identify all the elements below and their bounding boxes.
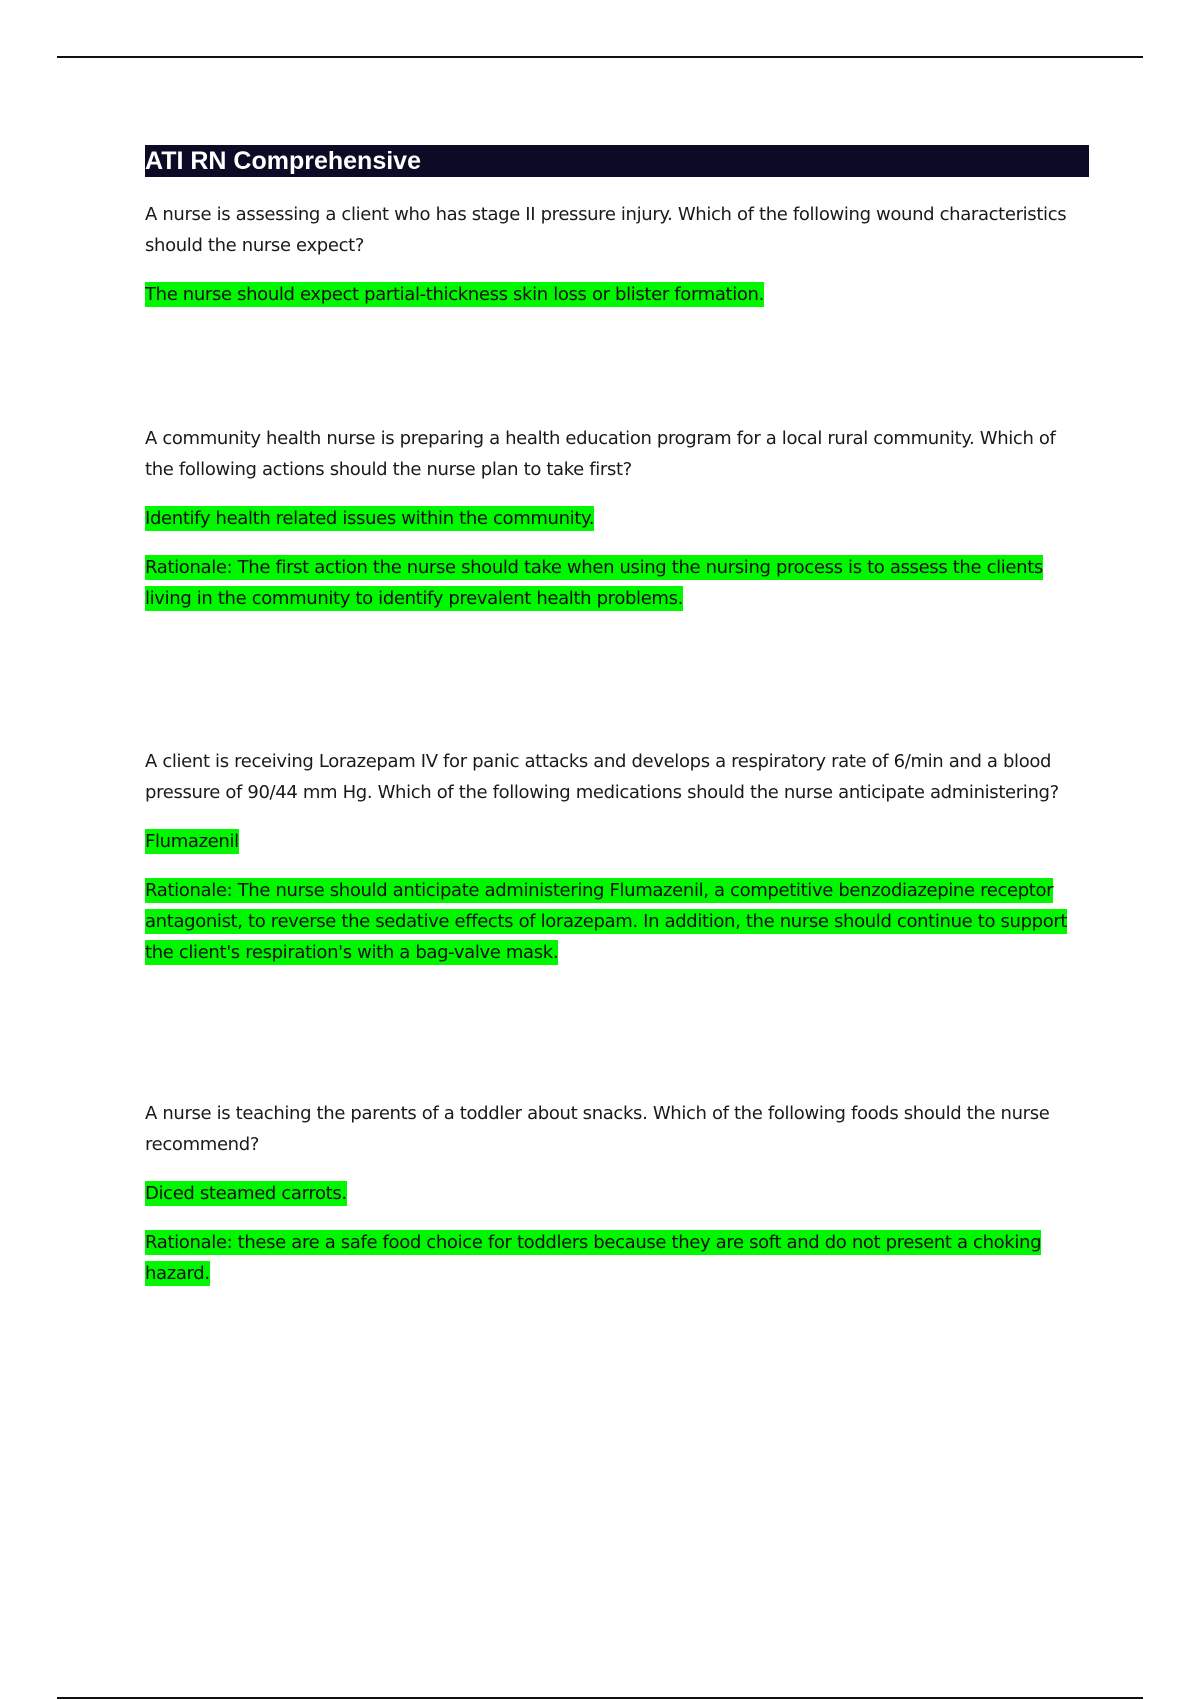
rationale-highlight: Rationale: The first action the nurse should take when using the nursing process is to assess the clients living in the community to identify prevalent health problems. bbox=[145, 557, 1043, 609]
qa-item-1 bbox=[145, 199, 1089, 310]
rationale-text bbox=[145, 875, 1089, 968]
qa-item-2 bbox=[145, 423, 1089, 614]
answer-text bbox=[145, 503, 1089, 534]
answer-highlight: Flumazenil bbox=[145, 831, 239, 852]
qa-item-3 bbox=[145, 746, 1089, 968]
bottom-rule bbox=[57, 1697, 1143, 1699]
answer-text bbox=[145, 279, 1089, 310]
top-rule bbox=[57, 56, 1143, 58]
answer-text bbox=[145, 826, 1089, 857]
answer-highlight: Diced steamed carrots. bbox=[145, 1183, 347, 1204]
answer-highlight: Identify health related issues within the community. bbox=[145, 508, 595, 529]
rationale-text bbox=[145, 1227, 1089, 1289]
answer-text bbox=[145, 1178, 1089, 1209]
rationale-highlight: Rationale: these are a safe food choice for toddlers because they are soft and do not present a choking hazard. bbox=[145, 1232, 1042, 1284]
question-text: A community health nurse is preparing a health education program for a local rural community. Which of the following actions should the nurse plan to take first? bbox=[145, 428, 1056, 480]
rationale-highlight: Rationale: The nurse should anticipate administering Flumazenil, a competitive benzodiazepine receptor antagonist, to reverse the sedative effects of lorazepam. In addition, the nurse should continue to support the client's respiration's with a bag-valve mask. bbox=[145, 880, 1068, 963]
answer-highlight: The nurse should expect partial-thickness skin loss or blister formation. bbox=[145, 284, 764, 305]
question-text: A client is receiving Lorazepam IV for panic attacks and develops a respiratory rate of 6/min and a blood pressure of 90/44 mm Hg. Which of the following medications should the nurse anticipate administering? bbox=[145, 751, 1059, 803]
question-text: A nurse is teaching the parents of a toddler about snacks. Which of the following foods should the nurse recommend? bbox=[145, 1103, 1050, 1155]
document-title: ATI RN Comprehensive bbox=[145, 145, 1089, 177]
rationale-text bbox=[145, 552, 1089, 614]
qa-item-4 bbox=[145, 1098, 1089, 1289]
question-text: A nurse is assessing a client who has stage II pressure injury. Which of the following wound characteristics should the nurse expect? bbox=[145, 204, 1067, 256]
document-body bbox=[145, 145, 1089, 1289]
